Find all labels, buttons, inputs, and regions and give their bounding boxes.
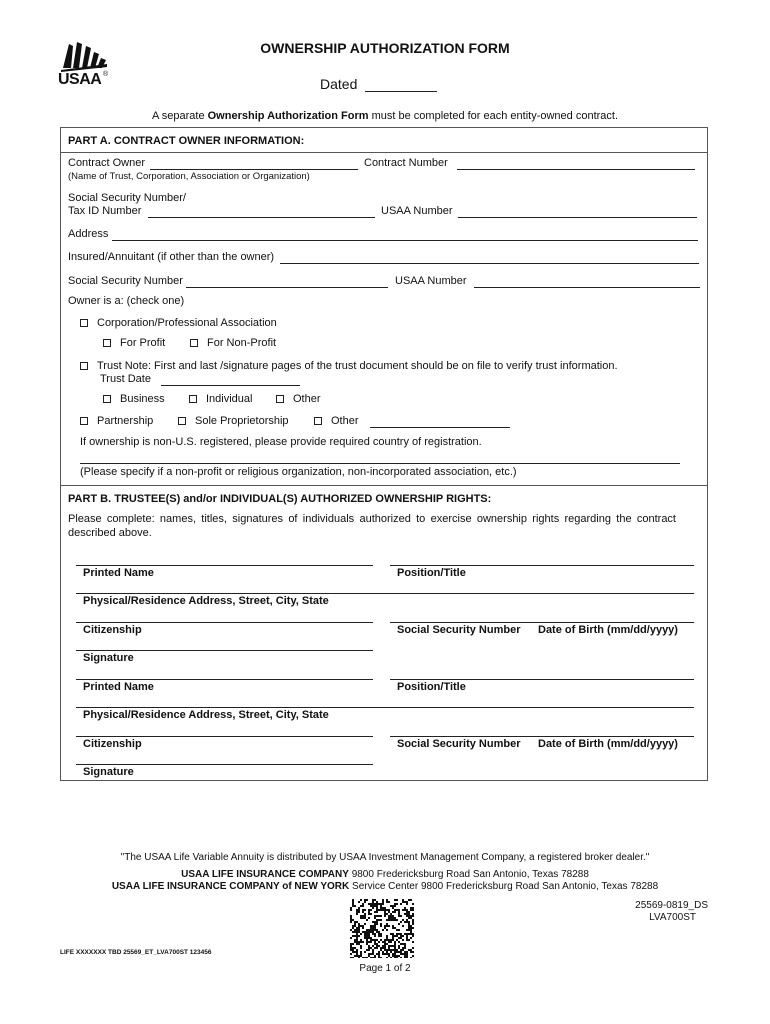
option-label: Business — [120, 393, 165, 405]
printed-name-line[interactable] — [76, 679, 373, 680]
address-line[interactable] — [76, 707, 694, 708]
physical-address-label: Physical/Residence Address, Street, City, State — [83, 595, 329, 607]
position-title-label: Position/Title — [397, 567, 466, 579]
owner-is-label: Owner is a: (check one) — [68, 295, 185, 307]
signature-line[interactable] — [76, 650, 373, 651]
checkbox[interactable] — [189, 395, 197, 403]
checkbox[interactable] — [80, 417, 88, 425]
signature-line[interactable] — [76, 764, 373, 765]
ssn-dob-line[interactable] — [390, 736, 694, 737]
usaa-number2-label: USAA Number — [395, 275, 467, 287]
option-label: Individual — [206, 393, 253, 405]
option-label: Other — [293, 393, 321, 405]
page-number: Page 1 of 2 — [359, 963, 411, 974]
ssn2-label: Social Security Number — [68, 275, 183, 287]
insured-field[interactable] — [280, 263, 699, 264]
insured-label: Insured/Annuitant (if other than the owner) — [68, 251, 275, 263]
checkbox[interactable] — [178, 417, 186, 425]
option-individual[interactable] — [189, 393, 252, 405]
company2-name: USAA LIFE INSURANCE COMPANY of NEW YORK — [111, 881, 350, 892]
note-prefix: A separate — [151, 110, 205, 122]
option-label: Other — [331, 415, 359, 427]
citizenship-label: Citizenship — [83, 738, 142, 750]
citizenship-line[interactable] — [76, 622, 373, 623]
option-sole-proprietorship[interactable] — [178, 415, 289, 427]
barcode-icon — [350, 899, 414, 958]
ssn-label: Social Security Number — [397, 738, 521, 750]
ssn-label-line1: Social Security Number/ — [68, 192, 186, 204]
ssn2-field[interactable] — [186, 287, 388, 288]
option-label: For Non-Profit — [207, 337, 277, 349]
part-b-instructions: Please complete: names, titles, signatures of individuals authorized to exercise ownership rights regarding the contract described above. — [68, 513, 676, 539]
ssn-label: Social Security Number — [397, 624, 521, 636]
checkbox[interactable] — [314, 417, 322, 425]
form-title: OWNERSHIP AUTHORIZATION FORM — [260, 40, 510, 56]
option-for-non-profit[interactable] — [190, 337, 276, 349]
address-line[interactable] — [76, 593, 694, 594]
country-field[interactable] — [80, 463, 680, 464]
option-trust[interactable] — [80, 360, 618, 372]
usaa-number2-field[interactable] — [474, 287, 700, 288]
option-corporation[interactable] — [80, 317, 277, 329]
part-b-heading: PART B. TRUSTEE(S) and/or INDIVIDUAL(S) AUTHORIZED OWNERSHIP RIGHTS: — [68, 493, 492, 505]
trust-date-label: Trust Date — [100, 373, 151, 385]
barcode-text: LIFE XXXXXXX TBD 25569_ET_LVA700ST 123456 — [60, 949, 212, 956]
registered-mark: ® — [103, 71, 109, 78]
checkbox[interactable] — [103, 395, 111, 403]
company1-name: USAA LIFE INSURANCE COMPANY — [181, 869, 349, 880]
signature-label: Signature — [83, 766, 134, 778]
company2-address: Service Center 9800 Fredericksburg Road San Antonio, Texas 78288 — [352, 881, 659, 892]
note-bold: Ownership Authorization Form — [207, 110, 369, 122]
specify-note: (Please specify if a non-profit or religious organization, non-incorporated association, etc.) — [80, 466, 517, 478]
form-code: 25569-0819_DS — [635, 900, 708, 911]
contract-owner-label: Contract Owner — [68, 157, 146, 169]
contract-number-label: Contract Number — [364, 157, 448, 169]
other-specify-field[interactable] — [370, 427, 510, 428]
checkbox[interactable] — [276, 395, 284, 403]
checkbox[interactable] — [103, 339, 111, 347]
option-other2[interactable] — [314, 415, 359, 427]
contract-owner-field[interactable] — [150, 169, 358, 170]
option-partnership[interactable] — [80, 415, 153, 427]
form-box — [60, 127, 708, 781]
dated-field[interactable] — [365, 79, 437, 92]
part-a-heading: PART A. CONTRACT OWNER INFORMATION: — [68, 135, 305, 147]
address-field[interactable] — [112, 240, 698, 241]
usaa-number-label: USAA Number — [381, 205, 453, 217]
printed-name-label: Printed Name — [83, 567, 154, 579]
option-label: Partnership — [97, 415, 154, 427]
note-suffix: must be completed for each entity-owned contract. — [371, 110, 619, 122]
ssn-label-line2: Tax ID Number — [68, 205, 142, 217]
usaa-number-field[interactable] — [458, 217, 697, 218]
option-for-profit[interactable] — [103, 337, 165, 349]
option-business[interactable] — [103, 393, 165, 405]
option-label: Trust Note: First and last /signature pages of the trust document should be on file to verify trust information. — [97, 360, 618, 372]
dob-label: Date of Birth (mm/dd/yyyy) — [538, 624, 678, 636]
logo-text: USAA — [58, 71, 102, 88]
contract-number-field[interactable] — [457, 169, 695, 170]
distribution-note: "The USAA Life Variable Annuity is distributed by USAA Investment Management Company, a registered broker dealer." — [120, 852, 650, 863]
option-other[interactable] — [276, 393, 321, 405]
checkbox[interactable] — [80, 362, 88, 370]
checkbox[interactable] — [190, 339, 198, 347]
citizenship-line[interactable] — [76, 736, 373, 737]
signature-label: Signature — [83, 652, 134, 664]
company1-address: 9800 Fredericksburg Road San Antonio, Texas 78288 — [351, 869, 589, 880]
physical-address-label: Physical/Residence Address, Street, City, State — [83, 709, 329, 721]
form-note — [0, 110, 770, 122]
option-label: For Profit — [120, 337, 166, 349]
printed-name-label: Printed Name — [83, 681, 154, 693]
position-title-line[interactable] — [390, 565, 694, 566]
tax-id-field[interactable] — [148, 217, 375, 218]
section-divider — [60, 485, 708, 486]
trust-date-field[interactable] — [161, 385, 300, 386]
checkbox[interactable] — [80, 319, 88, 327]
position-title-line[interactable] — [390, 679, 694, 680]
company1-line — [0, 869, 770, 880]
dated-line — [320, 76, 437, 92]
position-title-label: Position/Title — [397, 681, 466, 693]
non-us-note: If ownership is non-U.S. registered, please provide required country of registration. — [80, 436, 482, 448]
ssn-dob-line[interactable] — [390, 622, 694, 623]
dob-label: Date of Birth (mm/dd/yyyy) — [538, 738, 678, 750]
option-label: Corporation/Professional Association — [97, 317, 277, 329]
address-label: Address — [68, 228, 109, 240]
company2-line — [0, 881, 770, 892]
form-id: LVA700ST — [649, 912, 696, 923]
part-a-divider — [60, 152, 708, 153]
dated-label: Dated — [320, 76, 358, 92]
citizenship-label: Citizenship — [83, 624, 142, 636]
option-label: Sole Proprietorship — [195, 415, 289, 427]
owner-hint: (Name of Trust, Corporation, Association or Organization) — [68, 171, 310, 182]
printed-name-line[interactable] — [76, 565, 373, 566]
